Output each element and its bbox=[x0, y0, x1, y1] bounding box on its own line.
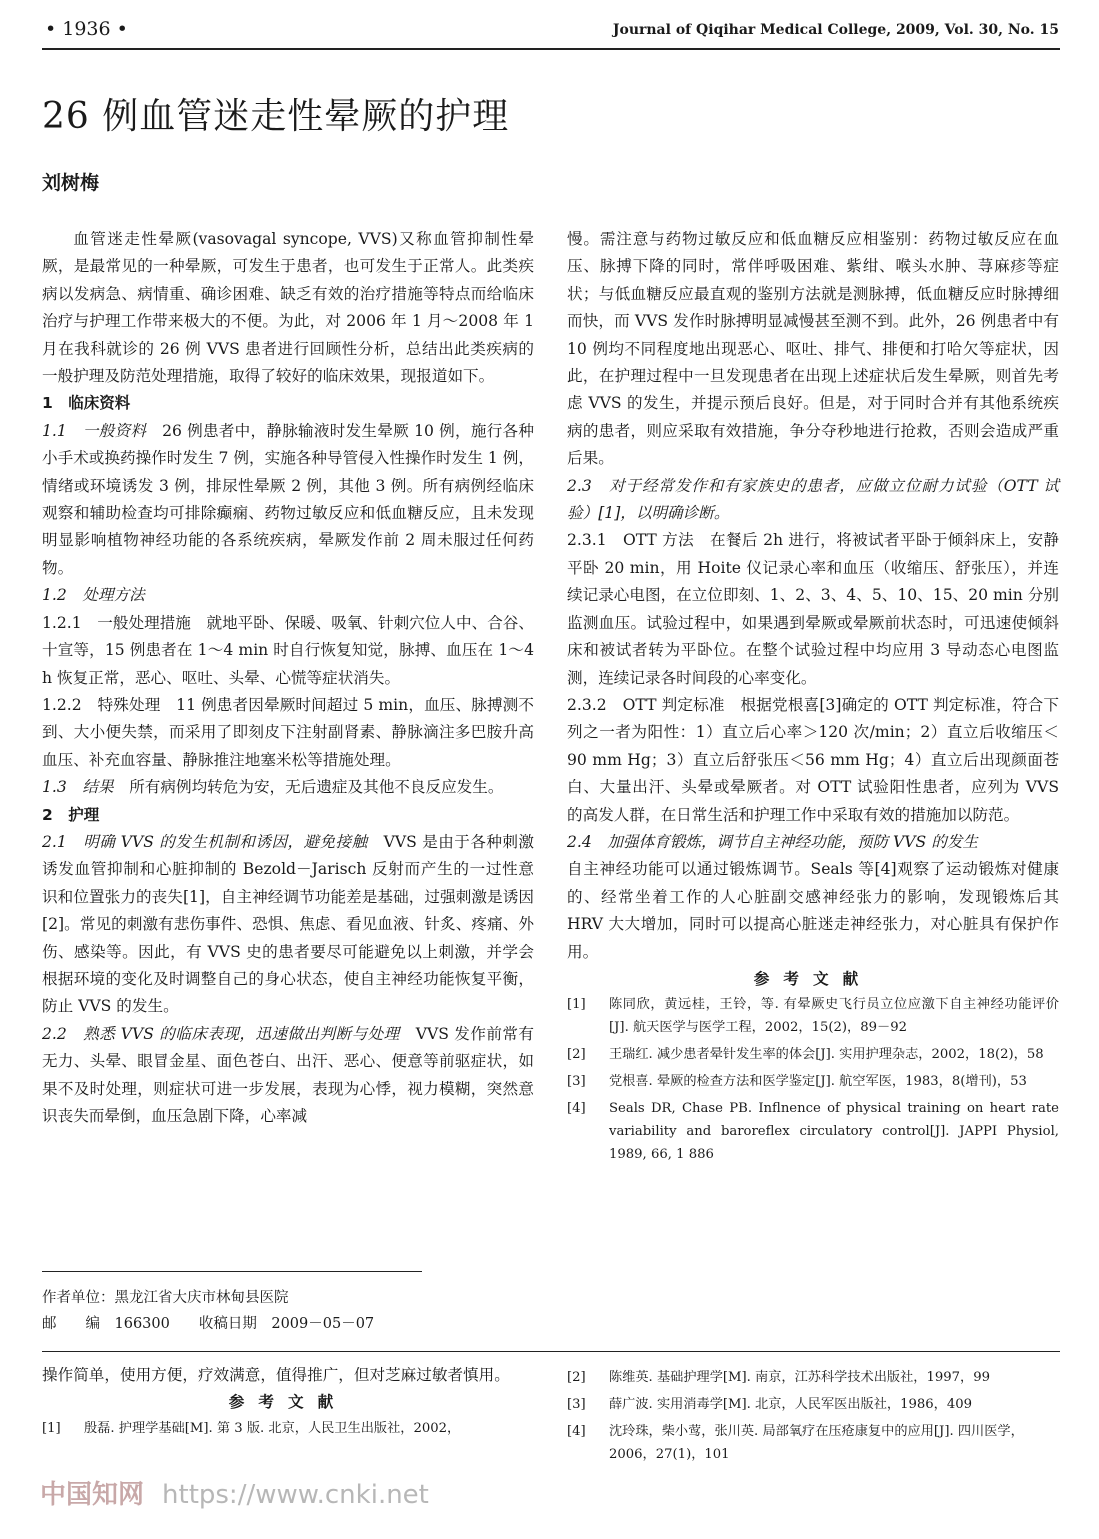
reference-number: [1] bbox=[42, 1420, 61, 1436]
reference-number: [4] bbox=[567, 1424, 586, 1439]
reference-item bbox=[567, 1097, 1059, 1166]
section-2-3-1-label: 2.3.1 OTT 方法 bbox=[567, 531, 695, 550]
section-1-3-label: 1.3 结果 bbox=[42, 778, 114, 797]
section-1-2-1-text: 就地平卧、保暖、吸氧、针刺穴位人中、合谷、十宣等，15 例患者在 1～4 min 时自行恢复知觉，脉搏、血压在 1～4 h 恢复正常，恶心、呕吐、头晕、心慌等症状消失。 bbox=[42, 613, 534, 687]
section-2-3-2-paragraph bbox=[567, 692, 1059, 829]
reference-text: 沈玲珠，柴小莺，张川英. 局部氧疗在压疮康复中的应用[J]. 四川医学，2006，27(1)，101 bbox=[609, 1424, 1024, 1462]
section-1-heading: 1 临床资料 bbox=[42, 394, 131, 413]
previous-references-heading: 参考文献 bbox=[228, 1393, 348, 1412]
reference-text: 王瑞红. 减少患者晕针发生率的体会[J]. 实用护理杂志，2002，18(2)，58 bbox=[609, 1047, 1044, 1063]
section-2-2-label: 2.2 熟悉 VVS 的临床表现，迅速做出判断与处理 bbox=[42, 1024, 400, 1043]
footnote-rule bbox=[42, 1271, 422, 1272]
references-heading: 参考文献 bbox=[753, 969, 873, 988]
section-1-3-text: 所有病例均转危为安，无后遗症及其他不良反应发生。 bbox=[129, 778, 504, 797]
reference-number: [3] bbox=[567, 1074, 586, 1090]
received-label: 收稿日期 bbox=[198, 1316, 257, 1332]
section-1-2-2-label: 1.2.2 特殊处理 bbox=[42, 695, 161, 714]
reference-number: [3] bbox=[567, 1397, 586, 1412]
section-2-3-1-paragraph bbox=[567, 527, 1059, 691]
postal-line bbox=[42, 1311, 522, 1337]
section-2-1-text: VVS 是由于各种刺激诱发血管抑制和心脏抑制的 Bezold－Jarisch 反射而产生的一过性意识和位置张力的丧失[1]，自主神经调节功能差是基础，过强刺激是诱因[2]。常见的刺激有悲伤事件、恐惧、焦虑、看见血液、针炙、疼痛、外伤、感染等。因此，有 VVS 史的患者要尽可能避免以上刺激，并学会根据环境的变化及时调整自己的身心状态，使自主神经功能恢复平衡，防止 VVS 的发生。 bbox=[42, 832, 534, 1016]
author-unit: 作者单位：黑龙江省大庆市林甸县医院 bbox=[42, 1290, 289, 1306]
section-1-2-2-text: 11 例患者因晕厥时间超过 5 min，血压、脉搏测不到、大小便失禁，而采用了即刻皮下注射副肾素、静脉滴注多巴胺升高血压、补充血容量、静脉推注地塞米松等措施处理。 bbox=[42, 695, 534, 769]
reference-text: 陈同欣，黄远桂，王铃，等. 有晕厥史飞行员立位应激下自主神经功能评价[J]. 航天医学与医学工程，2002，15(2)，89－92 bbox=[609, 997, 1059, 1036]
reference-item bbox=[567, 1070, 1059, 1093]
section-2-4-text: 自主神经功能可以通过锻炼调节。Seals 等[4]观察了运动锻炼对健康的、经常坐着工作的人心脏副交感神经张力的影响，发现锻炼后其 HRV 大大增加，同时可以提高心脏迷走神经张力，对心脏具有保护作用。 bbox=[567, 860, 1059, 961]
reference-number: [1] bbox=[567, 997, 586, 1013]
header-rule bbox=[42, 48, 1060, 50]
author-name: 刘树梅 bbox=[42, 172, 100, 194]
reference-item bbox=[567, 993, 1059, 1039]
reference-text: 殷磊. 护理学基础[M]. 第 3 版. 北京，人民卫生出版社，2002， bbox=[84, 1420, 461, 1436]
right-column bbox=[567, 226, 1059, 1170]
watermark-brand: 中国知网 bbox=[40, 1480, 145, 1510]
reference-text: 党根喜. 晕厥的检查方法和医学鉴定[J]. 航空军医，1983，8(增刊)，53 bbox=[609, 1074, 1027, 1090]
article-break-rule bbox=[42, 1351, 1060, 1352]
reference-number: [2] bbox=[567, 1047, 586, 1063]
section-1-1-paragraph bbox=[42, 418, 534, 582]
section-1-1-label: 1.1 一般资料 bbox=[42, 421, 147, 440]
section-2-2-paragraph bbox=[42, 1021, 534, 1131]
section-2-1-label: 2.1 明确 VVS 的发生机制和诱因，避免接触 bbox=[42, 832, 368, 851]
section-2-1-paragraph bbox=[42, 829, 534, 1021]
watermark-url: https://www.cnki.net bbox=[162, 1480, 429, 1510]
reference-item bbox=[567, 1366, 1059, 1389]
section-1-2-2-paragraph bbox=[42, 692, 534, 774]
previous-article-right bbox=[567, 1366, 1059, 1470]
reference-list bbox=[567, 993, 1059, 1166]
article-title: 26 例血管迷走性晕厥的护理 bbox=[42, 96, 510, 137]
reference-item bbox=[567, 1043, 1059, 1066]
section-2-heading: 2 护理 bbox=[42, 805, 100, 824]
reference-item bbox=[567, 1393, 1059, 1416]
section-2-3-2-label: 2.3.2 OTT 判定标准 bbox=[567, 695, 725, 714]
section-1-2-1-paragraph bbox=[42, 610, 534, 692]
cnki-watermark bbox=[40, 1474, 429, 1511]
reference-text: 陈维英. 基础护理学[M]. 南京，江苏科学技术出版社，1997，99 bbox=[609, 1370, 991, 1385]
previous-article-text: 操作简单，使用方便，疗效满意，值得推广，但对芝麻过敏者慎用。 bbox=[42, 1366, 510, 1384]
reference-text: 薛广波. 实用消毒学[M]. 北京，人民军医出版社，1986，409 bbox=[609, 1397, 973, 1412]
reference-item bbox=[42, 1417, 534, 1440]
reference-text: Seals DR, Chase PB. Inflnence of physical training on heart rate variability and baroreflex circulatory control[J]. JAPPI Physiol, 1989, 66, 1 886 bbox=[609, 1101, 1059, 1163]
section-2-4-heading: 2.4 加强体育锻炼，调节自主神经功能，预防 VVS 的发生 bbox=[567, 832, 978, 851]
received-date: 2009－05－07 bbox=[271, 1316, 375, 1332]
continued-paragraph: 慢。需注意与药物过敏反应和低血糖反应相鉴别：药物过敏反应在血压、脉搏下降的同时，常伴呼吸困难、紫绀、喉头水肿、荨麻疹等症状；与低血糖反应最直观的鉴别方法就是测脉搏，低血糖反应时脉搏细而快，而 VVS 发作时脉搏明显减慢甚至测不到。此外，26 例患者中有 10 例均不同程度地出现恶心、呕吐、排气、排便和打哈欠等症状，因此，在护理过程中一旦发现患者在出现上述症状后发生晕厥，则首先考虑 VVS 的发生，并提示预后良好。但是，对于同时合并有其他系统疾病的患者，则应采取有效措施，争分夺秒地进行抢救，否则会造成严重后果。 bbox=[567, 230, 1059, 468]
reference-number: [4] bbox=[567, 1101, 586, 1117]
section-1-1-text: 26 例患者中，静脉输液时发生晕厥 10 例，施行各种小手术或换药操作时发生 7 例，实施各种导管侵入性操作时发生 1 例，情绪或环境诱发 3 例，排尿性晕厥 2 例，其他 3 例。所有病例经临床观察和辅助检查均可排除癫痫、药物过敏反应和低血糖反应，且未发现明显影响植物神经功能的各系统疾病，晕厥发作前 2 周未服过任何药物。 bbox=[42, 421, 534, 577]
section-2-3-2-text: 根据党根喜[3]确定的 OTT 判定标准，符合下列之一者为阳性：1）直立后心率＞120 次/min；2）直立后收缩压＜90 mm Hg；3）直立后舒张压＜56 mm Hg；4）直立后出现颜面苍白、大量出汗、头晕或晕厥者。对 OTT 试验阳性患者，应列为 VVS 的高发人群，在日常生活和护理工作中采取有效的措施加以防范。 bbox=[567, 695, 1059, 824]
reference-number: [2] bbox=[567, 1370, 586, 1385]
left-column bbox=[42, 226, 534, 1130]
postal-label: 邮 编 bbox=[42, 1316, 100, 1332]
section-1-3-paragraph bbox=[42, 774, 534, 801]
previous-article-left bbox=[42, 1362, 534, 1444]
journal-header: Journal of Qiqihar Medical College, 2009, Vol. 30, No. 15 bbox=[612, 22, 1059, 38]
section-2-3-heading: 2.3 对于经常发作和有家族史的患者，应做立位耐力试验（OTT 试验）[1]，以明确诊断。 bbox=[567, 476, 1059, 523]
page-number: • 1936 • bbox=[45, 18, 128, 40]
section-1-2-heading: 1.2 处理方法 bbox=[42, 586, 145, 605]
intro-paragraph: 血管迷走性晕厥(vasovagal syncope, VVS)又称血管抑制性晕厥，是最常见的一种晕厥，可发生于患者，也可发生于正常人。此类疾病以发病急、病情重、确诊困难、缺乏有效的治疗措施等特点而给临床治疗与护理工作带来极大的不便。为此，对 2006 年 1 月～2008 年 1 月在我科就诊的 26 例 VVS 患者进行回顾性分析，总结出此类疾病的一般护理及防范处理措施，取得了较好的临床效果，现报道如下。 bbox=[42, 230, 534, 386]
section-2-2-text: VVS 发作前常有无力、头晕、眼冒金星、面色苍白、出汗、恶心、便意等前驱症状，如果不及时处理，则症状可进一步发展，表现为心悸，视力模糊，突然意识丧失而晕倒，血压急剧下降，心率减 bbox=[42, 1024, 534, 1125]
section-2-3-1-text: 在餐后 2h 进行，将被试者平卧于倾斜床上，安静平卧 20 min，用 Hoite 仪记录心率和血压（收缩压、舒张压），并连续记录心电图，在立位即刻、1、2、3、4、5、10、15、20 min 分别监测血压。试验过程中，如果遇到晕厥或晕厥前状态时，可迅速使倾斜床和被试者转为平卧位。在整个试验过程中均应用 3 导动态心电图监测，连续记录各时间段的心率变化。 bbox=[567, 531, 1059, 687]
postal-code: 166300 bbox=[114, 1316, 170, 1332]
reference-item bbox=[567, 1420, 1059, 1466]
affiliation-block bbox=[42, 1285, 522, 1337]
section-1-2-1-label: 1.2.1 一般处理措施 bbox=[42, 613, 191, 632]
